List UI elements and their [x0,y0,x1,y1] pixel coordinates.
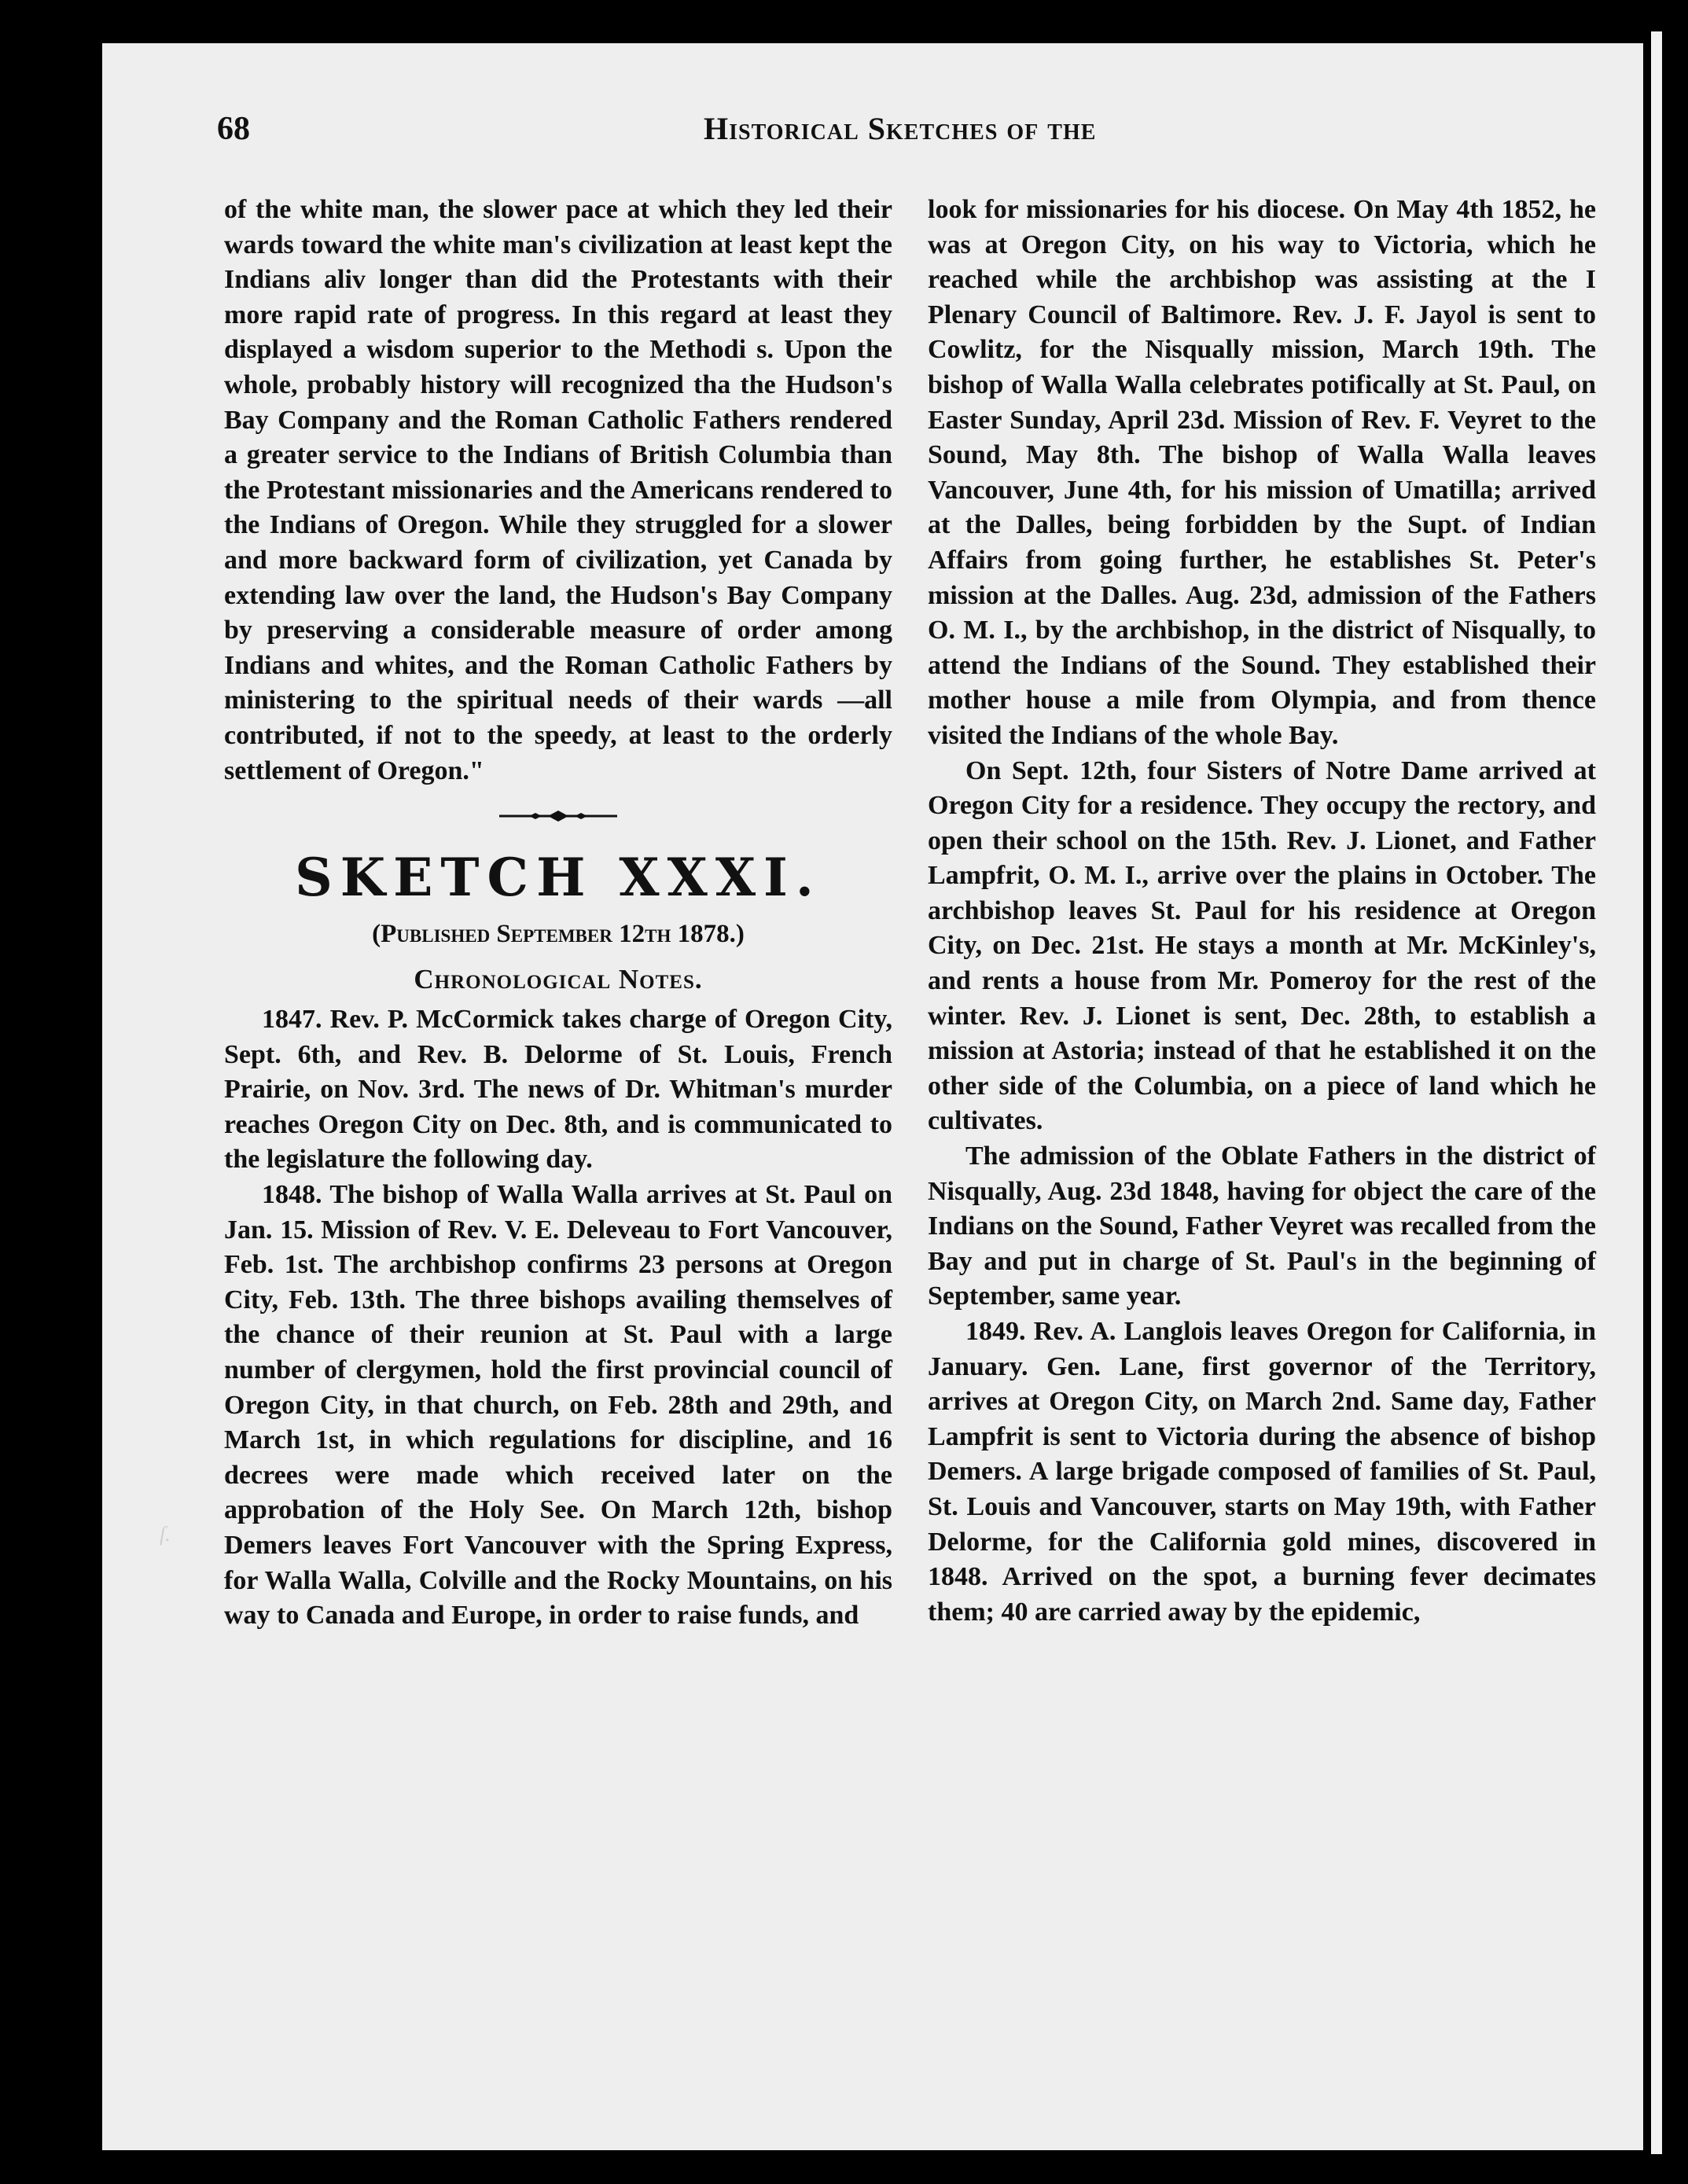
page-number: 68 [217,111,250,147]
paragraph: The admission of the Oblate Fathers in the district of Nisqually, Aug. 23d 1848, having for object the care of the Indians on the Sound, Father Veyret was recalled from the Bay and put in charge of St. Paul's in the beginning of September, same year. [928,1142,1596,1311]
paragraph-1847: 1847. Rev. P. McCormick takes charge of Oregon City, Sept. 6th, and Rev. B. Delorme of St. Louis, French Prairie, on Nov. 3rd. The news of Dr. Whitman's murder reaches Oregon City on Dec. 8th, and is communicated to the legislature the following day. [224,1005,892,1175]
page-header [118,110,1124,165]
right-column [928,193,1596,1630]
sketch-title: SKETCH XXXI. [295,847,822,909]
left-column [224,193,892,1634]
paragraph: of the white man, the slower pace at which they led their wards toward the white man's civilization at least kept the Indians aliv longer than did the Protestants with their more rapid rate of progress. In this regard at least they displayed a wisdom superior to the Methodi s. Upon the whole, probably history will recognized tha the Hudson's Bay Company and the Roman Catholic Fathers rendered a greater service to the Indians of British Columbia than the Protestant missionaries and the Americans rendered to the Indians of Oregon. While they struggled for a slower and more backward form of civilization, yet Canada by extending law over the land, the Hudson's Bay Company by preserving a considerable measure of order among Indians and whites, and the Roman Catholic Fathers by ministering to the spiritual needs of their wards —all contributed, if not to the speedy, at least to the orderly settlement of Oregon." [224,195,892,785]
facing-page-edge [1651,31,1662,2154]
margin-mark: ſ. [160,1523,171,1546]
paragraph: look for missionaries for his diocese. On May 4th 1852, he was at Oregon City, on his way to Victoria, which he reached while the archbishop was assisting at the I Plenary Council of Baltimore. Rev. J. F. Jayol is sent to Cowlitz, for the Nisqually mission, March 19th. The bishop of Walla Walla celebrates potifically at St. Paul, on Easter Sunday, April 23d. Mission of Rev. F. Veyret to the Sound, May 8th. The bishop of Walla Walla leaves Vancouver, June 4th, for his mission of Umatilla; arrived at the Dalles, being forbidden by the Supt. of Indian Affairs from going further, he establishes St. Peter's mission at the Dalles. Aug. 23d, admission of the Fathers O. M. I., by the archbishop, in the district of Nisqually, to attend the Indians of the Sound. They established their mother house a mile from Olympia, and from thence visited the Indians of the whole Bay. [928,195,1596,750]
paragraph: On Sept. 12th, four Sisters of Notre Dame arrived at Oregon City for a residence. They occupy the rectory, and open their school on the 15th. Rev. J. Lionet, and Father Lampfrit, O. M. I., arrive over the plains in October. The archbishop leaves St. Paul for his residence at Oregon City, on Dec. 21st. He stays a month at Mr. McKinley's, and rents a house from Mr. Pomeroy for the rest of the winter. Rev. J. Lionet is sent, Dec. 28th, to establish a mission at Astoria; instead of that he established it on the other side of the Columbia, on a piece of land which he cultivates. [928,756,1596,1136]
publication-note: (Published September 12th 1878.) [372,920,745,949]
paragraph-1849: 1849. Rev. A. Langlois leaves Oregon for California, in January. Gen. Lane, first governor of the Territory, arrives at Oregon City, on March 2nd. Same day, Father Lampfrit is sent to Victoria during the absence of bishop Demers. A large brigade composed of families of St. Paul, St. Louis and Vancouver, starts on May 19th, with Father Delorme, for the California gold mines, discovered in 1848. Arrived on the spot, a burning fever decimates them; 40 are carried away by the epidemic, [928,1317,1596,1627]
section-heading: Chronological Notes. [414,964,703,995]
ornamental-divider [224,789,892,844]
ornament-icon [499,808,617,824]
running-head: Historical Sketches of the [704,111,1097,146]
paragraph-1848: 1848. The bishop of Walla Walla arrives at St. Paul on Jan. 15. Mission of Rev. V. E. Deleveau to Fort Vancouver, Feb. 1st. The archbishop confirms 23 persons at Oregon City, Feb. 13th. The three bishops availing themselves of the chance of their reunion at St. Paul with a large number of clergymen, hold the first provincial council of Oregon City, in that church, on Feb. 28th and 29th, and March 1st, in which regulations for discipline, and 16 decrees were made which received later on the approbation of the Holy See. On March 12th, bishop Demers leaves Fort Vancouver with the Spring Express, for Walla Walla, Colville and the Rocky Mountains, on his way to Canada and Europe, in order to raise funds, and [224,1180,892,1631]
